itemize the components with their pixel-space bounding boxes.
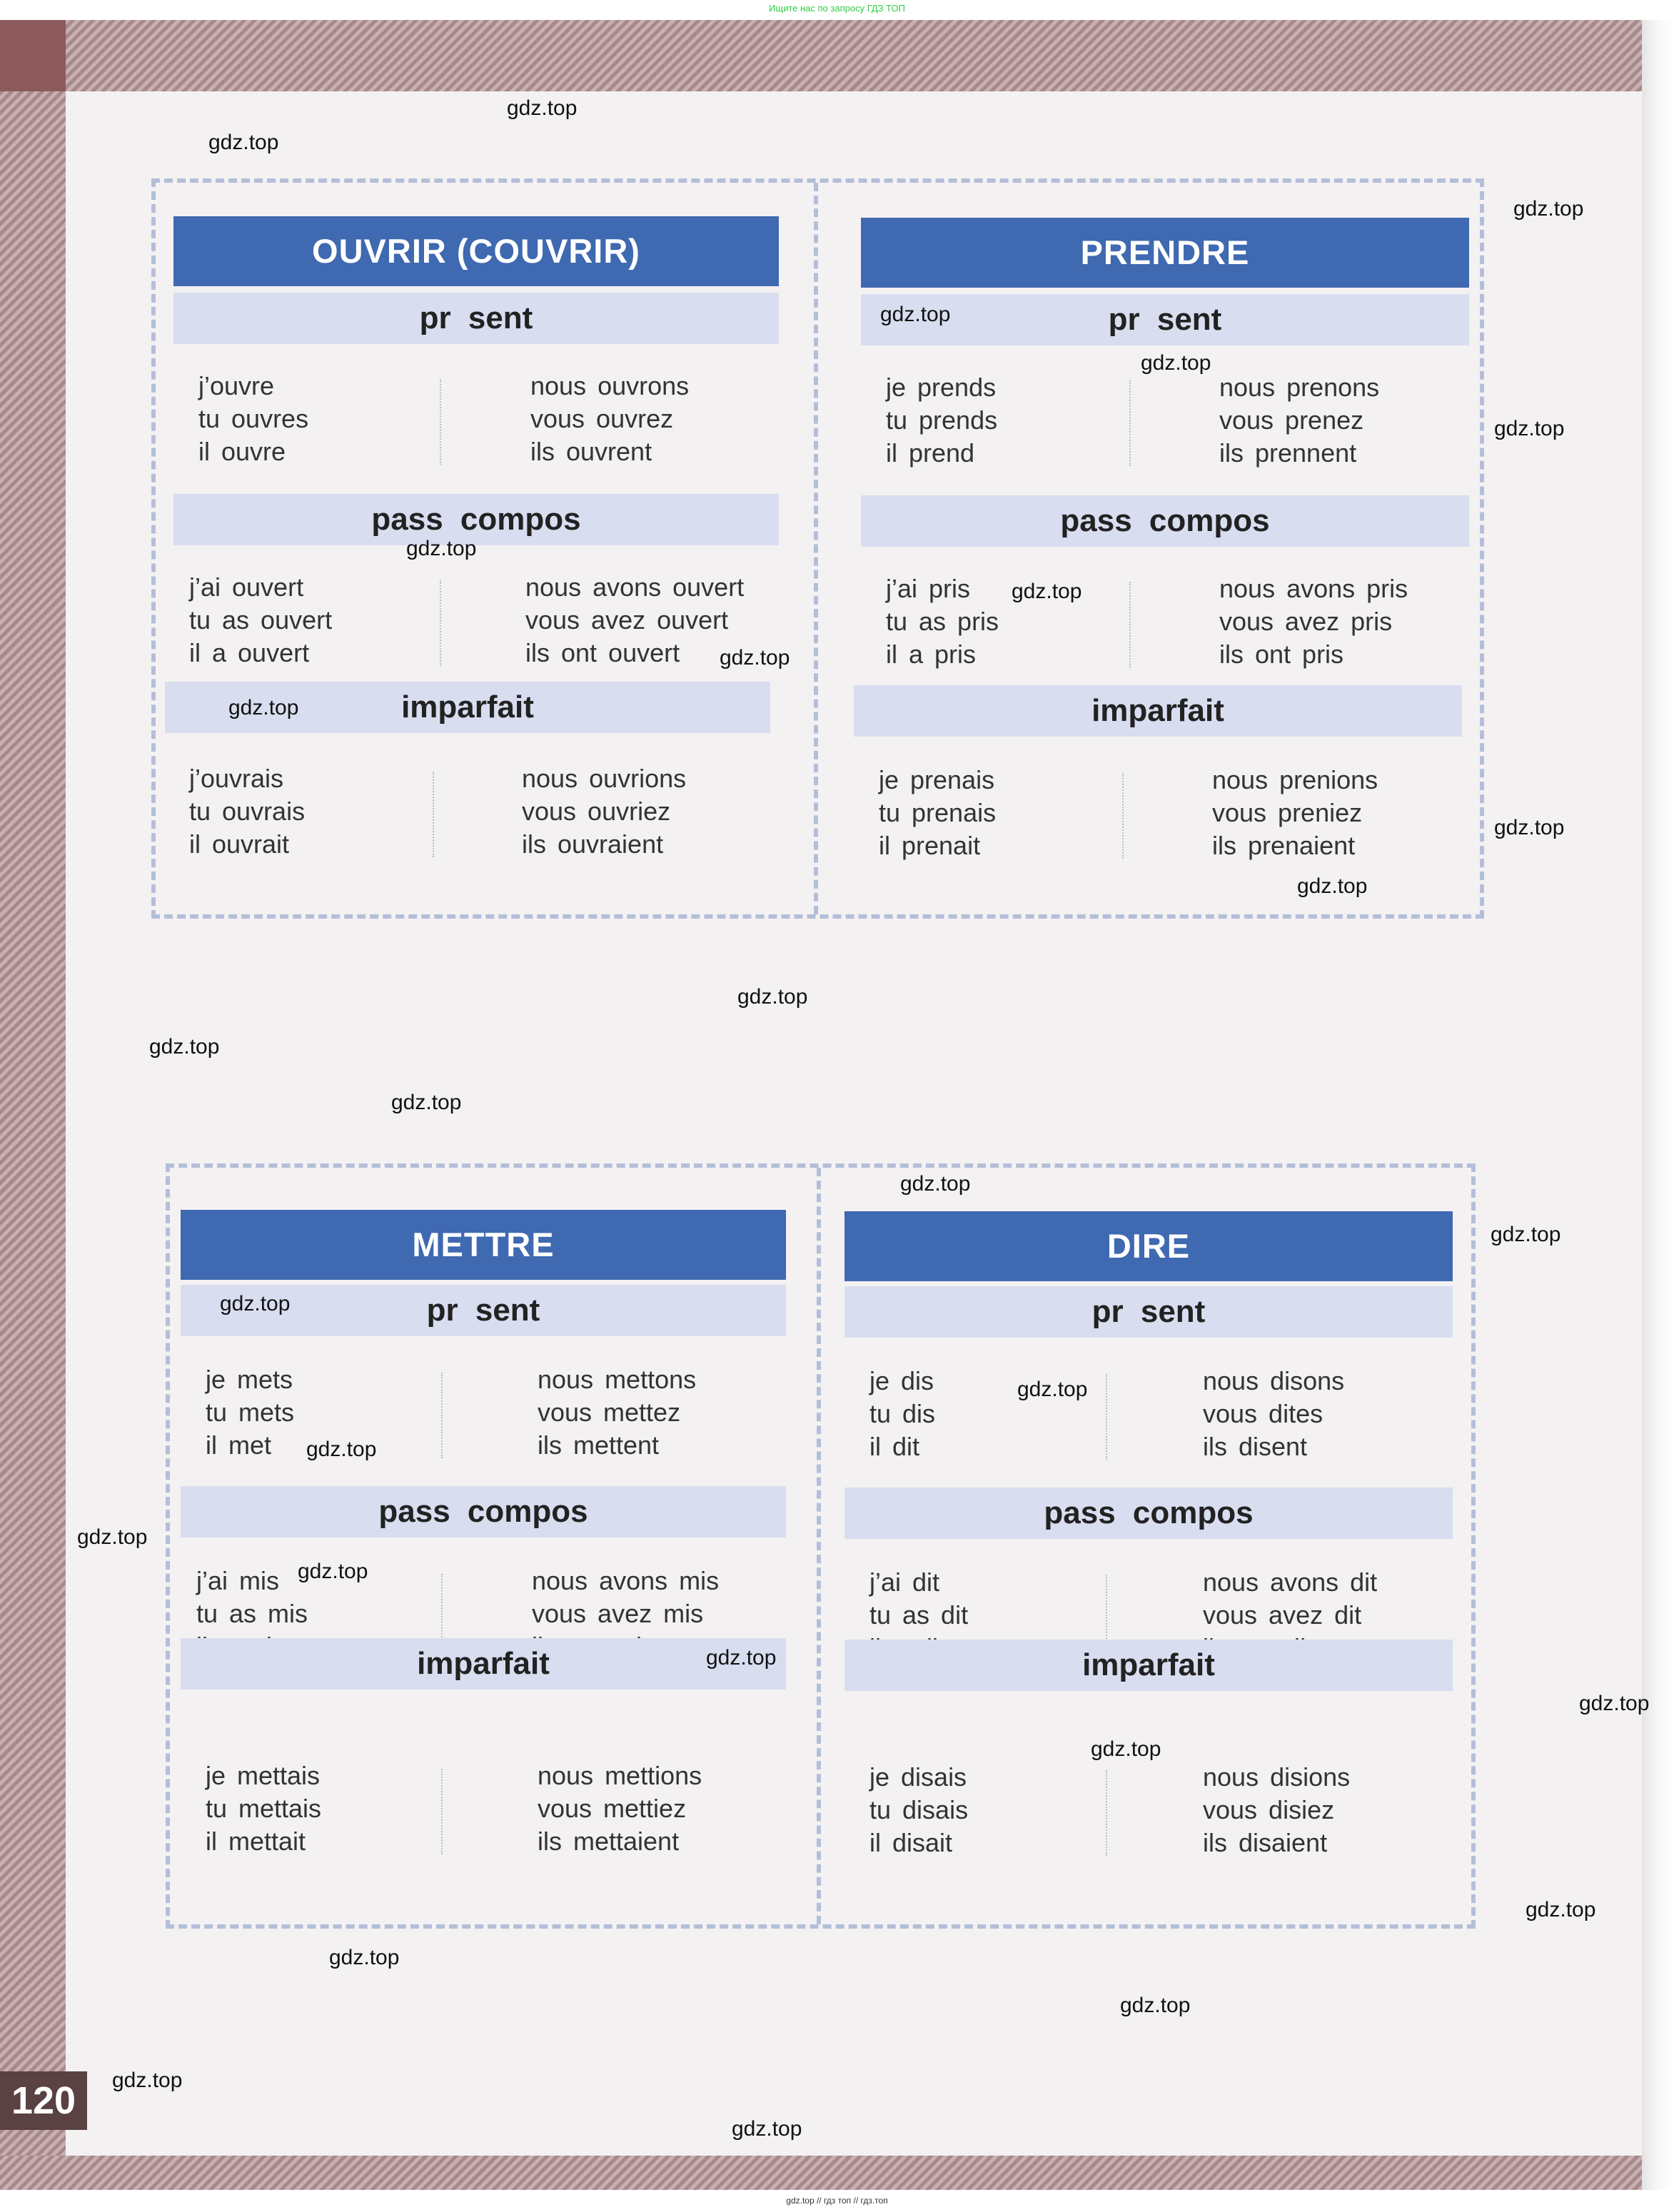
- column-separator: [440, 379, 441, 465]
- tense-passe-compose-heading: pass compos: [181, 1486, 786, 1537]
- conjugation-plural: nous prenons vous prenez ils prennent: [1219, 373, 1380, 468]
- watermark: gdz.top: [406, 537, 477, 560]
- tense-passe-compose-heading: pass compos: [861, 495, 1469, 547]
- top-decorative-stripe: [0, 20, 1649, 91]
- tense-passe-compose-heading: pass compos: [844, 1488, 1453, 1539]
- conjugation-plural: nous avons mis vous avez mis: [532, 1566, 720, 1628]
- conjugation-singular: j’ouvrais tu ouvrais il ouvrait: [189, 764, 306, 859]
- watermark: gdz.top: [1012, 580, 1082, 603]
- tense-present-heading: pr sent: [173, 293, 779, 344]
- tense-imparfait-heading: imparfait: [165, 682, 770, 733]
- verb-card-prendre: [861, 218, 1469, 878]
- watermark: gdz.top: [306, 1438, 377, 1461]
- watermark: gdz.top: [1526, 1898, 1596, 1921]
- conjugation-singular: je dis tu dis il dit: [869, 1366, 936, 1461]
- conjugation-singular: j’ai pris tu as pris il a pris: [886, 574, 999, 669]
- column-separator: [441, 1769, 443, 1854]
- watermark: gdz.top: [732, 2117, 802, 2141]
- watermark: gdz.top: [1017, 1378, 1088, 1401]
- conjugation-plural: nous ouvrions vous ouvriez ils ouvraient: [522, 764, 687, 859]
- left-decorative-stripe: [0, 20, 66, 2190]
- page-binding-edge: [1642, 20, 1674, 2190]
- conjugation-plural: nous avons ouvert vous avez ouvert ils ont ouvert: [525, 572, 745, 667]
- watermark: gdz.top: [1494, 816, 1565, 839]
- watermark: gdz.top: [77, 1525, 148, 1549]
- watermark: gdz.top: [391, 1091, 462, 1114]
- verb-title: OUVRIR (COUVRIR): [173, 216, 779, 286]
- conjugation-singular: j’ai mis tu as mis: [196, 1566, 308, 1628]
- tense-imparfait-heading: imparfait: [844, 1640, 1453, 1691]
- watermark: gdz.top: [208, 131, 279, 154]
- watermark: gdz.top: [329, 1946, 400, 1969]
- conjugation-plural: nous disions vous disiez ils disaient: [1203, 1762, 1351, 1857]
- tense-imparfait-heading: imparfait: [181, 1638, 786, 1690]
- column-separator: [1129, 582, 1131, 667]
- watermark: gdz.top: [880, 303, 951, 326]
- watermark: gdz.top: [1120, 1994, 1191, 2017]
- column-separator: [433, 772, 434, 857]
- bottom-decorative-stripe: [0, 2156, 1649, 2190]
- watermark: gdz.top: [1491, 1223, 1561, 1246]
- watermark: gdz.top: [900, 1172, 971, 1196]
- watermark: gdz.top: [149, 1035, 220, 1059]
- conjugation-plural: nous mettions vous mettiez ils mettaient: [538, 1761, 702, 1856]
- column-separator: [1129, 380, 1131, 466]
- column-separator: [1122, 773, 1124, 859]
- column-separator: [1106, 1374, 1107, 1460]
- column-separator: [440, 580, 441, 666]
- conjugation-plural: nous ouvrons vous ouvrez ils ouvrent: [530, 371, 690, 466]
- tense-passe-compose-heading: pass compos: [173, 494, 779, 545]
- watermark: gdz.top: [1513, 197, 1584, 221]
- watermark: gdz.top: [1091, 1737, 1161, 1761]
- tense-present-heading: pr sent: [861, 294, 1469, 345]
- conjugation-singular: je mettais tu mettais il mettait: [206, 1761, 322, 1856]
- watermark: gdz.top: [706, 1646, 777, 1670]
- conjugation-plural: nous prenions vous preniez ils prenaient: [1212, 765, 1378, 860]
- panel-divider: [817, 1168, 821, 1924]
- watermark: gdz.top: [298, 1560, 368, 1583]
- conjugation-singular: j’ai dit tu as dit: [869, 1567, 969, 1630]
- verb-title: DIRE: [844, 1211, 1453, 1281]
- conjugation-singular: j’ai ouvert tu as ouvert il a ouvert: [189, 572, 333, 667]
- watermark: gdz.top: [1579, 1692, 1650, 1715]
- verb-title: METTRE: [181, 1210, 786, 1280]
- conjugation-plural: nous avons pris vous avez pris ils ont pris: [1219, 574, 1408, 669]
- watermark: gdz.top: [1141, 351, 1211, 375]
- column-separator: [1106, 1770, 1107, 1856]
- conjugation-plural: nous disons vous dites ils disent: [1203, 1366, 1345, 1461]
- watermark: gdz.top: [737, 985, 808, 1009]
- watermark: gdz.top: [228, 696, 299, 719]
- watermark: gdz.top: [1494, 417, 1565, 440]
- conjugation-plural: nous avons dit vous avez dit: [1203, 1567, 1378, 1630]
- watermark: gdz.top: [220, 1292, 291, 1315]
- corner-accent: [0, 20, 66, 91]
- conjugation-singular: j’ouvre tu ouvres il ouvre: [198, 371, 309, 466]
- tense-present-heading: pr sent: [181, 1285, 786, 1336]
- conjugation-singular: je prenais tu prenais il prenait: [879, 765, 997, 860]
- conjugation-singular: je prends tu prends il prend: [886, 373, 998, 468]
- page-number: 120: [0, 2071, 87, 2130]
- watermark: gdz.top: [720, 646, 790, 670]
- verb-card-dire: [844, 1211, 1453, 1872]
- conjugation-plural: nous mettons vous mettez ils mettent: [538, 1365, 697, 1460]
- watermark: gdz.top: [112, 2069, 183, 2092]
- tense-imparfait-heading: imparfait: [854, 685, 1462, 737]
- watermark: gdz.top: [507, 96, 578, 120]
- verb-title: PRENDRE: [861, 218, 1469, 288]
- conjugation-singular: je mets tu mets il met: [206, 1365, 295, 1460]
- column-separator: [441, 1373, 443, 1458]
- panel-divider: [814, 183, 818, 914]
- tense-present-heading: pr sent: [844, 1286, 1453, 1338]
- conjugation-singular: je disais tu disais il disait: [869, 1762, 969, 1857]
- search-hint-banner: Ищите нас по запросу ГДЗ ТОП: [769, 3, 905, 14]
- watermark: gdz.top: [1297, 874, 1368, 898]
- footer-note: gdz.top // гдз топ // гдз.топ: [786, 2196, 888, 2206]
